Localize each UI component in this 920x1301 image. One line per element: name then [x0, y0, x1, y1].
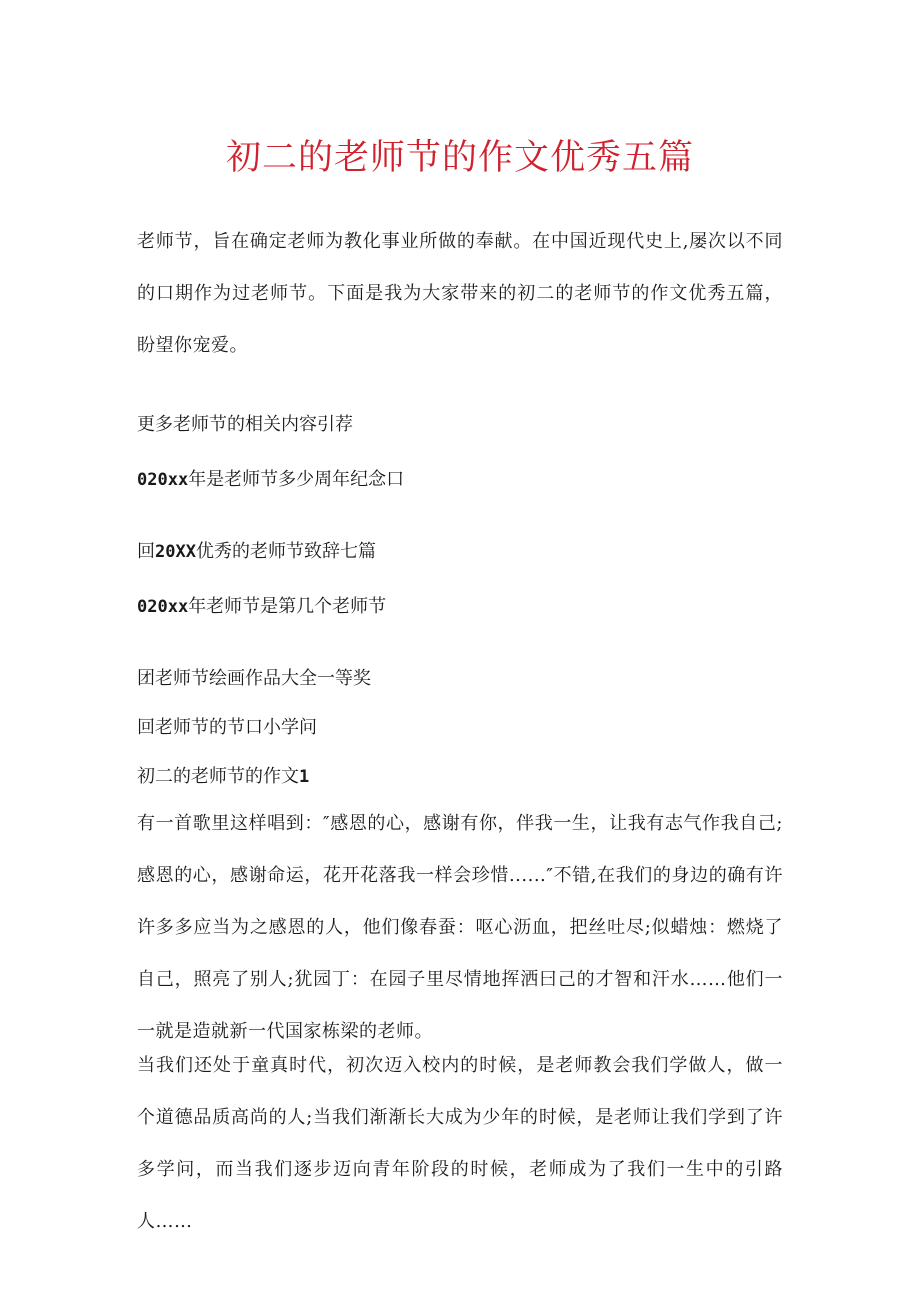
link-text: 回老师节的节口小学问	[137, 717, 317, 738]
essay-1-paragraph-2: 当我们还处于童真时代，初次迈入校内的时候，是老师教会我们学做人，做一个道德品质高尚的人;当我们渐渐长大成为少年的时候，是老师让我们学到了许多学问，而当我们逐步迈向青年阶段的时候，老师成为了我们一生中的引路人……	[137, 1055, 783, 1232]
link-text: 优秀的老师节致辞七篇	[195, 541, 376, 562]
essay-1-paragraph-1: 有一首歌里这样唱到：″感恩的心，感谢有你，伴我一生，让我有志气作我自己;感恩的心，感谢命运，花开花落我一样会珍惜......″不错,在我们的身边的确有许许多多应当为之感恩的人，他们像春蚕：呕心沥血，把丝吐尽;似蜡烛：燃烧了自己，照亮了别人;犹园丁：在园子里尽情地挥洒曰己的才智和汗水……他们一一就是造就新一代国家栋梁的老师。	[137, 813, 783, 1042]
link-year-prefix: 020xx	[137, 470, 189, 490]
link-text: 年是老师节多少周年纪念口	[188, 469, 405, 490]
essay-1-heading	[137, 763, 783, 791]
link-year-prefix: 020xx	[137, 597, 189, 617]
document-title: 初二的老师节的作文优秀五篇	[225, 138, 694, 178]
link-prefix: 回	[137, 541, 155, 562]
link-text: 团老师节绘画作品大全一等奖	[137, 668, 371, 689]
related-link-4[interactable]	[137, 665, 783, 693]
link-year-code: 20XX	[155, 542, 196, 562]
related-link-5[interactable]	[137, 714, 783, 742]
related-link-3[interactable]	[137, 593, 783, 621]
essay-heading-text: 初二的老师节的作文	[137, 766, 299, 787]
intro-paragraph: 老师节，旨在确定老师为教化事业所做的奉献。在中国近现代史上,屡次以不同的口期作为过老师节。下面是我为大家带来的初二的老师节的作文优秀五篇，盼望你宠爱。	[137, 231, 783, 356]
link-text: 年老师节是第几个老师节	[188, 596, 387, 617]
related-heading: 更多老师节的相关内容引荐	[137, 414, 353, 435]
essay-number: 1	[299, 767, 310, 787]
related-link-1[interactable]	[137, 466, 783, 494]
related-link-2[interactable]	[137, 538, 783, 566]
